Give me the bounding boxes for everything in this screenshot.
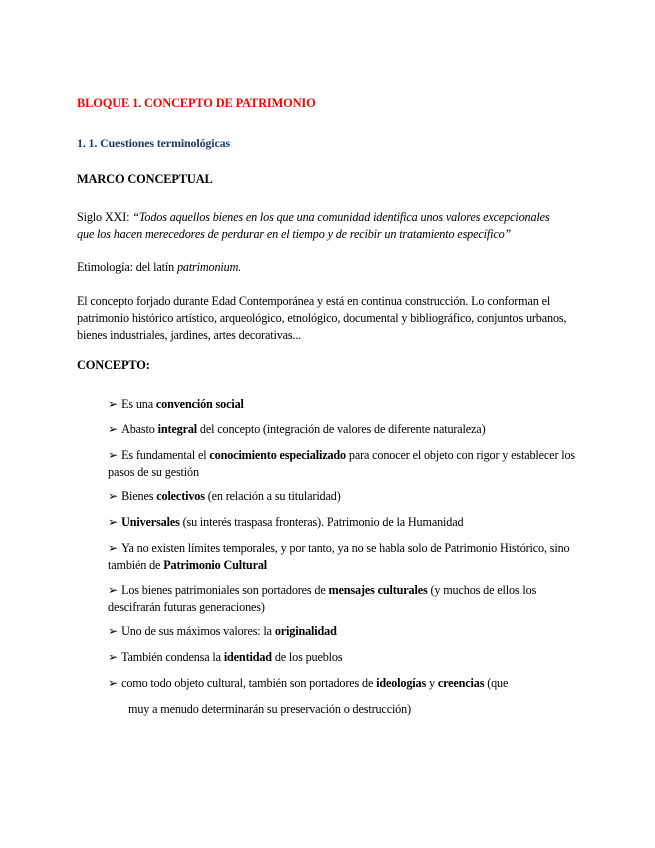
bullet-bold: identidad (223, 650, 272, 664)
list-continuation: muy a menudo determinarán su preservación o destrucción) (128, 702, 411, 716)
list-item: ➢ Es una convención social (108, 397, 244, 411)
siglo-definition (77, 209, 550, 243)
list-item: ➢ como todo objeto cultural, también son portadores de ideologías y creencias (que (108, 676, 509, 690)
arrow-bullet-icon: ➢ (108, 448, 119, 462)
list-item: ➢ Universales (su interés traspasa fronteras). Patrimonio de la Humanidad (108, 515, 464, 529)
bullet-bold: colectivos (156, 489, 205, 503)
arrow-bullet-icon: ➢ (108, 541, 119, 555)
arrow-bullet-icon: ➢ (108, 583, 119, 597)
arrow-bullet-icon: ➢ (108, 676, 119, 690)
bullet-bold: conocimiento especializado (209, 448, 346, 462)
bullet-bold: originalidad (274, 624, 337, 638)
list-item: ➢ Uno de sus máximos valores: la originalidad (108, 624, 337, 638)
arrow-bullet-icon: ➢ (108, 489, 119, 503)
list-item: ➢ Es fundamental el conocimiento especializado para conocer el objeto con rigor y establecer los pasos de su gestión (108, 448, 576, 479)
siglo-prefix: Siglo XXI: (77, 210, 133, 224)
bullet-bold: convención social (155, 397, 244, 411)
etimologia-line (77, 260, 241, 275)
block-title: BLOQUE 1. CONCEPTO DE PATRIMONIO (77, 96, 316, 110)
bullet-bold: integral (157, 422, 198, 436)
section-title: 1. 1. Cuestiones terminológicas (77, 136, 231, 150)
arrow-bullet-icon: ➢ (108, 650, 119, 664)
list-item: ➢ Bienes colectivos (en relación a su titularidad) (108, 489, 341, 503)
bullet-bold: Patrimonio Cultural (163, 558, 268, 572)
list-item: ➢ También condensa la identidad de los pueblos (108, 650, 343, 664)
concepto-heading: CONCEPTO: (77, 358, 150, 372)
arrow-bullet-icon: ➢ (108, 515, 119, 529)
siglo-quote-line2: que los hacen merecedores de perdurar en el tiempo y de recibir un tratamiento específico” (77, 227, 512, 241)
bullet-bold: ideologías (376, 676, 427, 690)
arrow-bullet-icon: ➢ (108, 397, 119, 411)
marco-conceptual-heading: MARCO CONCEPTUAL (77, 172, 213, 186)
list-item: ➢ Los bienes patrimoniales son portadores de mensajes culturales (y muchos de ellos los descifrarán futuras generaciones) (108, 583, 537, 614)
etimologia-word: patrimonium. (176, 260, 242, 274)
bullet-bold: Universales (121, 515, 180, 529)
siglo-quote-line1: “Todos aquellos bienes en los que una comunidad identifica unos valores excepcionales (132, 210, 550, 224)
list-item: ➢ Abasto integral del concepto (integración de valores de diferente naturaleza) (108, 422, 486, 436)
bullet-bold: creencias (437, 676, 485, 690)
arrow-bullet-icon: ➢ (108, 624, 119, 638)
bullet-bold: mensajes culturales (328, 583, 428, 597)
concepto-paragraph: El concepto forjado durante Edad Contemporánea y está en continua construcción. Lo conforman el patrimonio histórico artístico, arqueológico, etnológico, documental y bibliográfico, conjuntos urbanos, bienes industriales, jardines, artes decorativas... (77, 294, 567, 342)
list-item: ➢ Ya no existen límites temporales, y por tanto, ya no se habla solo de Patrimonio Histórico, sino también de Patrimonio Cultural (108, 541, 570, 572)
arrow-bullet-icon: ➢ (108, 422, 119, 436)
etimologia-prefix: Etimología: del latín (77, 260, 177, 274)
